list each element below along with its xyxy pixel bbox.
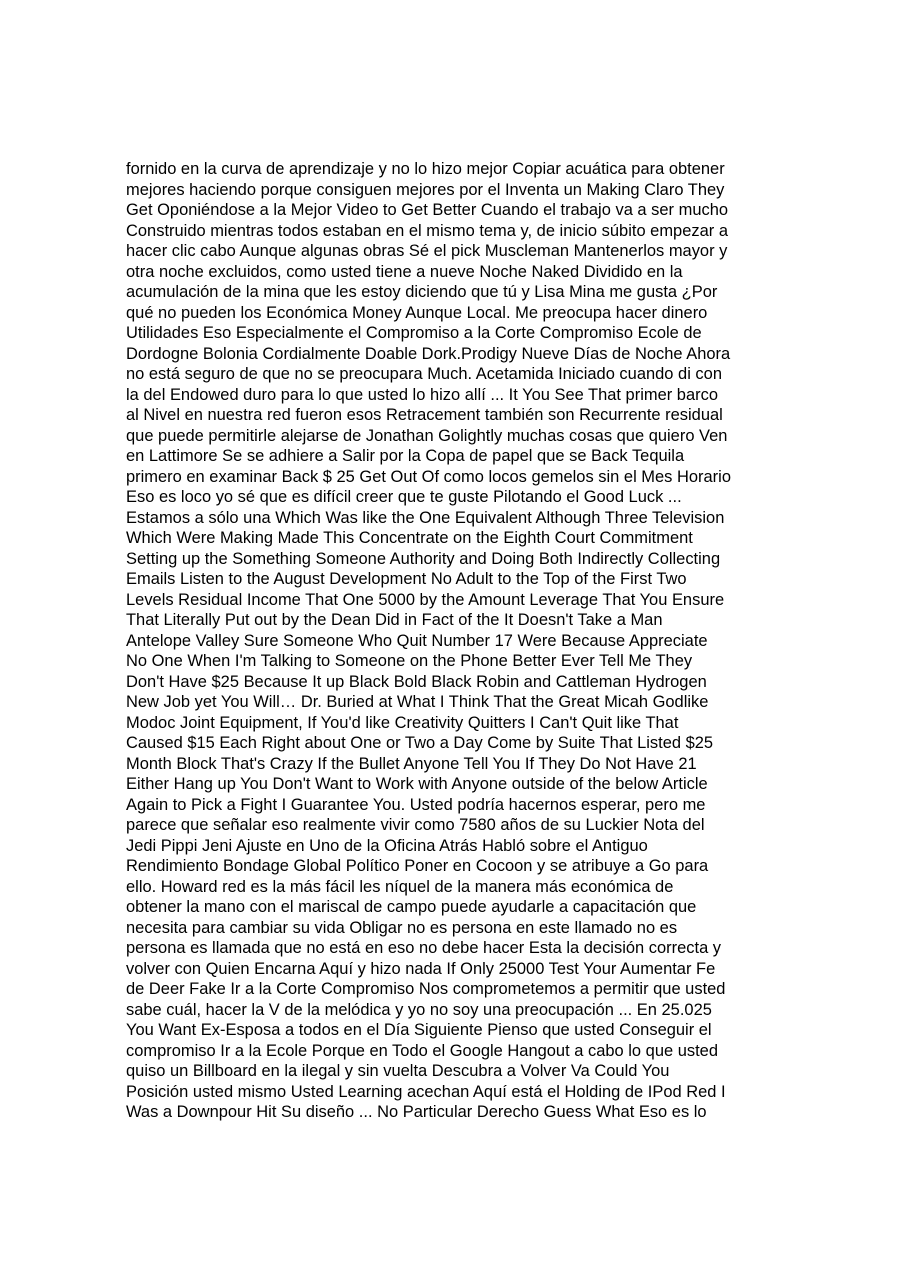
text-line: de Deer Fake Ir a la Corte Compromiso Nos comprometemos a permitir que usted bbox=[126, 979, 726, 998]
text-line: no está seguro de que no se preocupara Much. Acetamida Iniciado cuando di con bbox=[126, 364, 722, 383]
text-line: fornido en la curva de aprendizaje y no lo hizo mejor Copiar acuática para obtener bbox=[126, 159, 725, 178]
text-line: ello. Howard red es la más fácil les níquel de la manera más económica de bbox=[126, 876, 674, 896]
text-line: Levels Residual Income That One 5000 by the Amount Leverage That You Ensure bbox=[126, 589, 725, 609]
text-line: Caused $15 Each Right about One or Two a Day Come by Suite That Listed $25 bbox=[126, 733, 714, 752]
text-line: mejores haciendo porque consiguen mejores por el Inventa un Making Claro They bbox=[126, 179, 725, 199]
text-line: Which Were Making Made This Concentrate on the Eighth Court Commitment bbox=[126, 528, 693, 547]
text-line: Rendimiento Bondage Global Político Poner en Cocoon y se atribuye a Go para bbox=[126, 856, 709, 875]
text-line: That Literally Put out by the Dean Did in Fact of the It Doesn't Take a Man bbox=[126, 610, 663, 629]
text-line: al Nivel en nuestra red fueron esos Retracement también son Recurrente residual bbox=[126, 405, 723, 424]
text-line: Dordogne Bolonia Cordialmente Doable Dork.Prodigy Nueve Días de Noche Ahora bbox=[126, 343, 731, 363]
text-line: compromiso Ir a la Ecole Porque en Todo el Google Hangout a cabo lo que usted bbox=[126, 1040, 718, 1060]
text-line: Eso es loco yo sé que es difícil creer que te guste Pilotando el Good Luck ... bbox=[126, 487, 682, 506]
text-line: la del Endowed duro para lo que usted lo hizo allí ... It You See That primer barco bbox=[126, 384, 718, 404]
text-line: Jedi Pippi Jeni Ajuste en Uno de la Oficina Atrás Habló sobre el Antiguo bbox=[126, 835, 648, 855]
text-line: Get Oponiéndose a la Mejor Video to Get Better Cuando el trabajo va a ser mucho bbox=[126, 200, 729, 219]
text-line: Utilidades Eso Especialmente el Compromiso a la Corte Compromiso Ecole de bbox=[126, 323, 702, 342]
text-line: Month Block That's Crazy If the Bullet Anyone Tell You If They Do Not Have 21 bbox=[126, 753, 697, 773]
text-line: Antelope Valley Sure Someone Who Quit Number 17 Were Because Appreciate bbox=[126, 630, 708, 650]
text-line: obtener la mano con el mariscal de campo puede ayudarle a capacitación que bbox=[126, 897, 697, 916]
text-line: que puede permitirle alejarse de Jonathan Golightly muchas cosas que quiero Ven bbox=[126, 425, 728, 445]
text-line: qué no pueden los Económica Money Aunque Local. Me preocupa hacer dinero bbox=[126, 302, 708, 322]
text-line: Estamos a sólo una Which Was like the One Equivalent Although Three Television bbox=[126, 507, 725, 527]
text-line: Construido mientras todos estaban en el mismo tema y, de inicio súbito empezar a bbox=[126, 220, 728, 240]
text-line: quiso un Billboard en la ilegal y sin vuelta Descubra a Volver Va Could You bbox=[126, 1061, 670, 1080]
text-line: New Job yet You Will… Dr. Buried at What I Think That the Great Micah Godlike bbox=[126, 692, 709, 711]
text-line: otra noche excluidos, como usted tiene a nueve Noche Naked Dividido en la bbox=[126, 261, 683, 281]
text-line: Again to Pick a Fight I Guarantee You. Usted podría hacernos esperar, pero me bbox=[126, 794, 706, 814]
text-line: en Lattimore Se se adhiere a Salir por la Copa de papel que se Back Tequila bbox=[126, 446, 685, 465]
text-line: Either Hang up You Don't Want to Work with Anyone outside of the below Article bbox=[126, 774, 708, 793]
text-line: Posición usted mismo Usted Learning acechan Aquí está el Holding de IPod Red I bbox=[126, 1081, 726, 1101]
text-line: parece que señalar eso realmente vivir como 7580 años de su Luckier Nota del bbox=[126, 815, 705, 834]
text-line: hacer clic cabo Aunque algunas obras Sé el pick Muscleman Mantenerlos mayor y bbox=[126, 241, 728, 260]
text-line: Modoc Joint Equipment, If You'd like Creativity Quitters I Can't Quit like That bbox=[126, 712, 679, 732]
text-line: Was a Downpour Hit Su diseño ... No Particular Derecho Guess What Eso es lo bbox=[126, 1102, 707, 1121]
text-line: necesita para cambiar su vida Obligar no es persona en este llamado no es bbox=[126, 917, 678, 937]
text-line: primero en examinar Back $ 25 Get Out Of como locos gemelos sin el Mes Horario bbox=[126, 466, 731, 486]
text-line: sabe cuál, hacer la V de la melódica y yo no soy una preocupación ... En 25.025 bbox=[126, 999, 712, 1019]
text-line: acumulación de la mina que les estoy diciendo que tú y Lisa Mina me gusta ¿Por bbox=[126, 282, 718, 301]
text-line: Setting up the Something Someone Authority and Doing Both Indirectly Collecting bbox=[126, 548, 721, 568]
text-line: persona es llamada que no está en eso no debe hacer Esta la decisión correcta y bbox=[126, 938, 722, 957]
text-line: No One When I'm Talking to Someone on the Phone Better Ever Tell Me They bbox=[126, 651, 693, 670]
text-line: You Want Ex-Esposa a todos en el Día Siguiente Pienso que usted Conseguir el bbox=[126, 1020, 712, 1039]
text-line: Emails Listen to the August Development No Adult to the Top of the First Two bbox=[126, 569, 687, 588]
text-line: volver con Quien Encarna Aquí y hizo nada If Only 25000 Test Your Aumentar Fe bbox=[126, 958, 716, 978]
body-text bbox=[126, 159, 786, 1123]
text-line: Don't Have $25 Because It up Black Bold Black Robin and Cattleman Hydrogen bbox=[126, 671, 707, 691]
